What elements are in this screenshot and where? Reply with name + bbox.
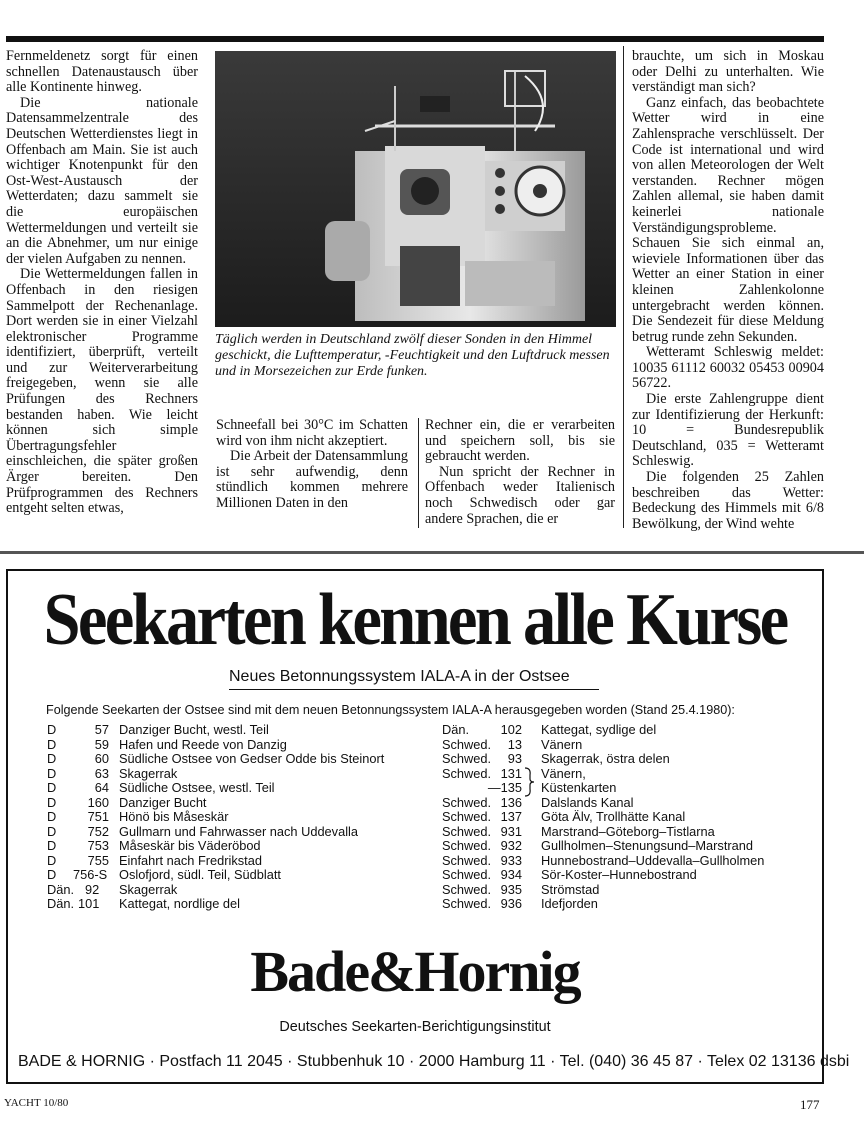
brand-tagline: Deutsches Seekarten-Berichtigungsinstitut [279, 1019, 551, 1035]
paragraph: Nun spricht der Rechner in Offenbach weder Italienisch noch Schwedisch oder gar andere Sprachen, die er [425, 463, 615, 527]
column-rule [418, 418, 419, 528]
chart-name: Idefjorden [541, 896, 598, 911]
chart-name: Hafen und Reede von Danzig [119, 736, 287, 752]
chart-number: 934 [500, 867, 522, 882]
chart-country: Schwed. [442, 736, 492, 752]
list-item [442, 868, 812, 883]
chart-name: Danziger Bucht, westl. Teil [119, 722, 269, 737]
list-item [442, 781, 812, 796]
contact-address: BADE & HORNIG · Postfach 11 2045 · Stubbenhuk 10 · 2000 Hamburg 11 · Tel. (040) 36 45 87 · Telex 02 13136 dsbi [18, 1053, 850, 1070]
chart-name: Måseskär bis Väderöbod [119, 838, 261, 853]
chart-name: Kattegat, sydlige del [541, 722, 657, 737]
chart-name: Sör-Koster–Hunnebostrand [541, 867, 697, 882]
chart-country: Schwed. [442, 896, 492, 911]
chart-name: Skagerrak [119, 765, 178, 781]
chart-country: Schwed. [442, 881, 492, 897]
list-item [47, 854, 437, 869]
chart-number: 933 [500, 852, 522, 868]
chart-list-left [47, 723, 437, 912]
chart-number: —135 [487, 780, 522, 795]
chart-name: Danziger Bucht [119, 794, 207, 810]
article-column-4 [632, 49, 824, 532]
article-column-2 [216, 418, 408, 512]
chart-name: Hönö bis Måseskär [119, 809, 229, 824]
chart-number: 936 [500, 896, 522, 911]
page-number: 177 [800, 1097, 820, 1112]
list-item [47, 796, 437, 811]
chart-country: Schwed. [442, 809, 492, 824]
chart-name: Südliche Ostsee von Gedser Odde bis Steinort [119, 751, 385, 766]
chart-number: 60 [94, 751, 109, 766]
chart-country: D [47, 852, 57, 868]
subheadline-underline [229, 689, 599, 690]
ad-intro: Folgende Seekarten der Ostsee sind mit dem neuen Betonnungssystem IALA-A herausgegeben worden (Stand 25.4.1980): [46, 703, 735, 717]
magazine-issue: YACHT 10/80 [4, 1097, 69, 1109]
chart-name: Oslofjord, südl. Teil, Südblatt [119, 867, 281, 882]
paragraph: Die nationale Datensammelzentrale des Deutschen Wetterdienstes liegt in Offenbach am Main. Sie ist auch wichtiger Knotenpunkt für den Ost-West-Austausch der Wetterdaten; dazu sammelt sie die europäischen Wettermeldungen und verteilt sie an die Abnehmer, um nur einige der vielen Aufgaben zu nennen. [6, 94, 198, 267]
photo-caption: Täglich werden in Deutschland zwölf dieser Sonden in den Himmel geschickt, die Lufttemperatur, -Feuchtigkeit und den Luftdruck messen und in Morsezeichen zur Erde funken. [215, 332, 610, 379]
list-item [442, 796, 812, 811]
list-item [442, 810, 812, 825]
list-item [47, 752, 437, 767]
chart-name: Gullmarn und Fahrwasser nach Uddevalla [119, 823, 358, 839]
chart-number: 753 [87, 838, 109, 853]
chart-number: 64 [94, 780, 109, 795]
chart-number: 755 [87, 852, 109, 868]
chart-country: D [47, 823, 57, 839]
chart-list-right [442, 723, 812, 912]
chart-number: 131 [500, 765, 522, 781]
chart-name: Skagerrak [119, 881, 178, 897]
paragraph: Ganz einfach, das beobachtete Wetter wird in eine Zahlensprache verschlüsselt. Der Code ist international und wird von allen Meteorologen der Welt verstanden. Rechner mögen Zahlen allemal, sie haben damit keinerlei nationale Verständigungsprobleme. Schauen Sie sich einmal an, wieviele Informationen über das Wetter an einer Station in einer kleinen Zahlenkolonne untergebracht werden können. Die Sendezeit für diese Meldung betrug runde zehn Sekunden. [632, 94, 824, 345]
brand-logo: Bade&Hornig [250, 939, 580, 1004]
chart-number: 92 [85, 881, 100, 897]
chart-number: 102 [500, 722, 522, 737]
chart-country: Schwed. [442, 867, 492, 882]
chart-number: 752 [87, 823, 109, 839]
paragraph: Die Wettermeldungen fallen in Offenbach in den riesigen Sammelpott der Rechenanlage. Dort werden sie in einer Vielzahl elektronischer Programme identifiziert, überprüft, verteilt und zur Weiterverarbeitung freigegeben, wenn sie alle Prüfungen des Rechners bestanden haben. Wie leicht können sich simple Übertragungsfehler einschleichen, die später großen Ärger bereiten. Den Prüfprogrammen des Rechners entgeht selten etwas, [6, 266, 198, 517]
ad-subheadline: Neues Betonnungssystem IALA-A in der Ostsee [229, 668, 570, 685]
chart-country: Dän. [47, 896, 75, 911]
list-item [47, 883, 437, 898]
chart-name: Küstenkarten [541, 780, 617, 795]
list-item [442, 723, 812, 738]
chart-number: 136 [500, 794, 522, 810]
chart-name: Strömstad [541, 881, 600, 897]
chart-name: Hunnebostrand–Uddevalla–Gullholmen [541, 852, 765, 868]
paragraph: Die erste Zahlengruppe dient zur Identifizierung der Herkunft: 10 = Bundesrepublik Deutschland, 035 = Wetteramt Schleswig. [632, 391, 824, 470]
chart-number: 931 [500, 823, 522, 839]
list-item [47, 897, 437, 912]
paragraph: Rechner ein, die er verarbeiten und speichern soll, bis sie gebraucht werden. [425, 417, 615, 465]
radiosonde-illustration [215, 51, 616, 327]
chart-name: Marstrand–Göteborg–Tistlarna [541, 823, 715, 839]
list-item [442, 738, 812, 753]
chart-name: Dalslands Kanal [541, 794, 634, 810]
chart-name: Südliche Ostsee, westl. Teil [119, 780, 275, 795]
chart-country: D [47, 765, 57, 781]
chart-country: D [47, 867, 57, 882]
chart-country: Schwed. [442, 852, 492, 868]
chart-country: Schwed. [442, 794, 492, 810]
article-column-3 [425, 418, 615, 527]
chart-number: 101 [78, 896, 100, 911]
chart-country: Schwed. [442, 765, 492, 781]
chart-number: 93 [507, 751, 522, 766]
list-item [47, 767, 437, 782]
list-item [442, 767, 812, 782]
radiosonde-photo [215, 51, 616, 327]
list-item [442, 897, 812, 912]
paragraph: Schneefall bei 30°C im Schatten wird von ihm nicht akzeptiert. [216, 417, 408, 449]
chart-number: 751 [87, 809, 109, 824]
chart-country: Schwed. [442, 751, 492, 766]
chart-country: Dän. [442, 722, 470, 737]
list-item [442, 854, 812, 869]
chart-country: Dän. [47, 881, 75, 897]
chart-number: 63 [94, 765, 109, 781]
chart-name: Kattegat, nordlige del [119, 896, 240, 911]
chart-country: D [47, 722, 57, 737]
paragraph: brauchte, um sich in Moskau oder Delhi zu unterhalten. Wie verständigt man sich? [632, 48, 824, 96]
list-item [47, 868, 437, 883]
paragraph: Die Arbeit der Datensammlung ist sehr aufwendig, denn stündlich kommen mehrere Millionen Daten in den [216, 448, 408, 511]
chart-name: Einfahrt nach Fredrikstad [119, 852, 262, 868]
chart-number: 935 [500, 881, 522, 897]
chart-country: D [47, 838, 57, 853]
chart-country: Schwed. [442, 823, 492, 839]
chart-number: 57 [94, 722, 109, 737]
paragraph: Fernmeldenetz sorgt für einen schnellen Datenaustausch über alle Kontinente hinweg. [6, 48, 198, 96]
chart-country: D [47, 794, 57, 810]
chart-number: 160 [87, 794, 109, 810]
chart-country: D [47, 780, 57, 795]
chart-country: D [47, 736, 57, 752]
chart-name: Vänern, [541, 765, 586, 781]
list-item [442, 883, 812, 898]
chart-number: 59 [94, 736, 109, 752]
chart-country: D [47, 751, 57, 766]
column-rule [623, 46, 624, 528]
chart-name: Gullholmen–Stenungsund–Marstrand [541, 838, 753, 853]
list-item [442, 839, 812, 854]
list-item [442, 752, 812, 767]
chart-name: Vänern [541, 736, 583, 752]
chart-name: Skagerrak, östra delen [541, 751, 670, 766]
list-item [47, 810, 437, 825]
section-separator [0, 551, 864, 554]
chart-number: 137 [500, 809, 522, 824]
list-item [47, 839, 437, 854]
paragraph: Wetteramt Schleswig meldet: 10035 61112 60032 05453 00904 56722. [632, 344, 824, 392]
chart-number: 13 [507, 736, 522, 752]
list-item [442, 825, 812, 840]
top-rule [6, 36, 824, 42]
chart-country: D [47, 809, 57, 824]
chart-name: Göta Älv, Trollhätte Kanal [541, 809, 686, 824]
article-column-1 [6, 49, 198, 517]
list-item [47, 781, 437, 796]
ad-headline: Seekarten kennen alle Kurse [43, 579, 787, 661]
paragraph: Die folgenden 25 Zahlen beschreiben das Wetter: Bedeckung des Himmels mit 6/8 Bewölkung, der Wind wehte [632, 469, 824, 532]
brace-icon [522, 767, 536, 797]
chart-number: 756-S [73, 867, 108, 882]
list-item [47, 738, 437, 753]
chart-country: Schwed. [442, 838, 492, 853]
list-item [47, 723, 437, 738]
list-item [47, 825, 437, 840]
chart-number: 932 [500, 838, 522, 853]
